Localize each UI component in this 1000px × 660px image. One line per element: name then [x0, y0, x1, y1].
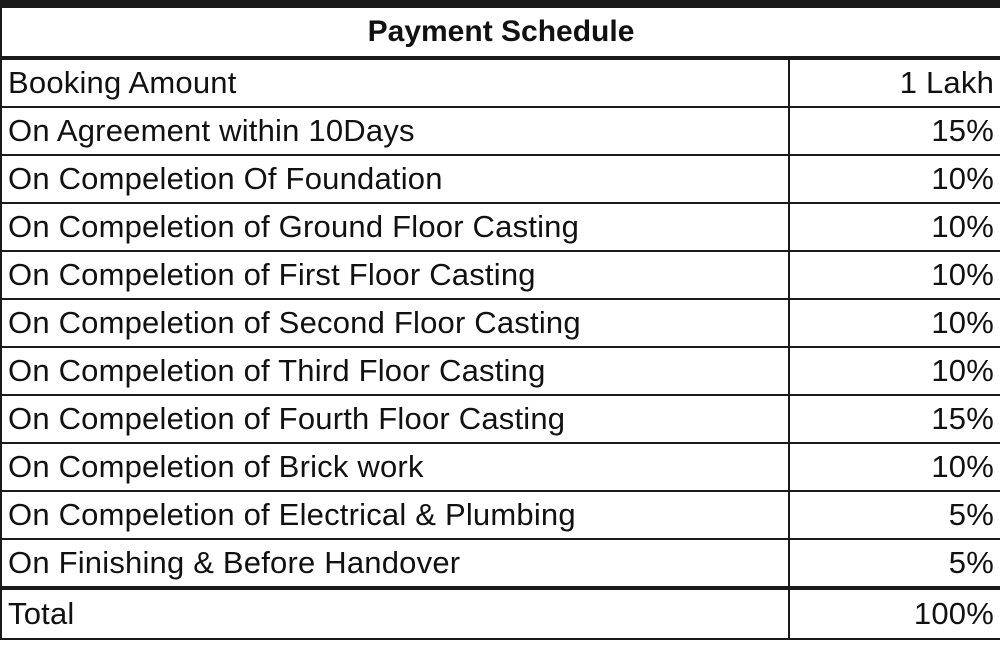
table-row — [1, 155, 1000, 203]
payment-schedule-table — [0, 6, 1000, 640]
table-row — [1, 251, 1000, 299]
row-value: 10% — [789, 299, 1000, 347]
row-label: On Compeletion of Fourth Floor Casting — [1, 395, 789, 443]
row-label: On Compeletion Of Foundation — [1, 155, 789, 203]
header-row — [1, 7, 1000, 58]
row-label: On Compeletion of Ground Floor Casting — [1, 203, 789, 251]
table-row — [1, 443, 1000, 491]
row-value: 1 Lakh — [789, 58, 1000, 107]
row-value: 15% — [789, 395, 1000, 443]
row-label: On Finishing & Before Handover — [1, 539, 789, 588]
row-label: On Compeletion of Electrical & Plumbing — [1, 491, 789, 539]
table-row — [1, 539, 1000, 588]
table-row — [1, 58, 1000, 107]
table-row — [1, 395, 1000, 443]
table-row — [1, 347, 1000, 395]
row-value: 10% — [789, 347, 1000, 395]
table-row — [1, 299, 1000, 347]
row-value: 15% — [789, 107, 1000, 155]
row-label: On Compeletion of First Floor Casting — [1, 251, 789, 299]
total-value: 100% — [789, 588, 1000, 639]
total-row — [1, 588, 1000, 639]
row-label: On Agreement within 10Days — [1, 107, 789, 155]
row-label: On Compeletion of Brick work — [1, 443, 789, 491]
table-row — [1, 203, 1000, 251]
table-row — [1, 107, 1000, 155]
row-value: 10% — [789, 251, 1000, 299]
row-value: 10% — [789, 443, 1000, 491]
table-title: Payment Schedule — [1, 7, 1000, 58]
total-label: Total — [1, 588, 789, 639]
row-value: 10% — [789, 203, 1000, 251]
table-row — [1, 491, 1000, 539]
row-label: On Compeletion of Third Floor Casting — [1, 347, 789, 395]
row-label: On Compeletion of Second Floor Casting — [1, 299, 789, 347]
row-value: 10% — [789, 155, 1000, 203]
row-value: 5% — [789, 491, 1000, 539]
row-label: Booking Amount — [1, 58, 789, 107]
row-value: 5% — [789, 539, 1000, 588]
